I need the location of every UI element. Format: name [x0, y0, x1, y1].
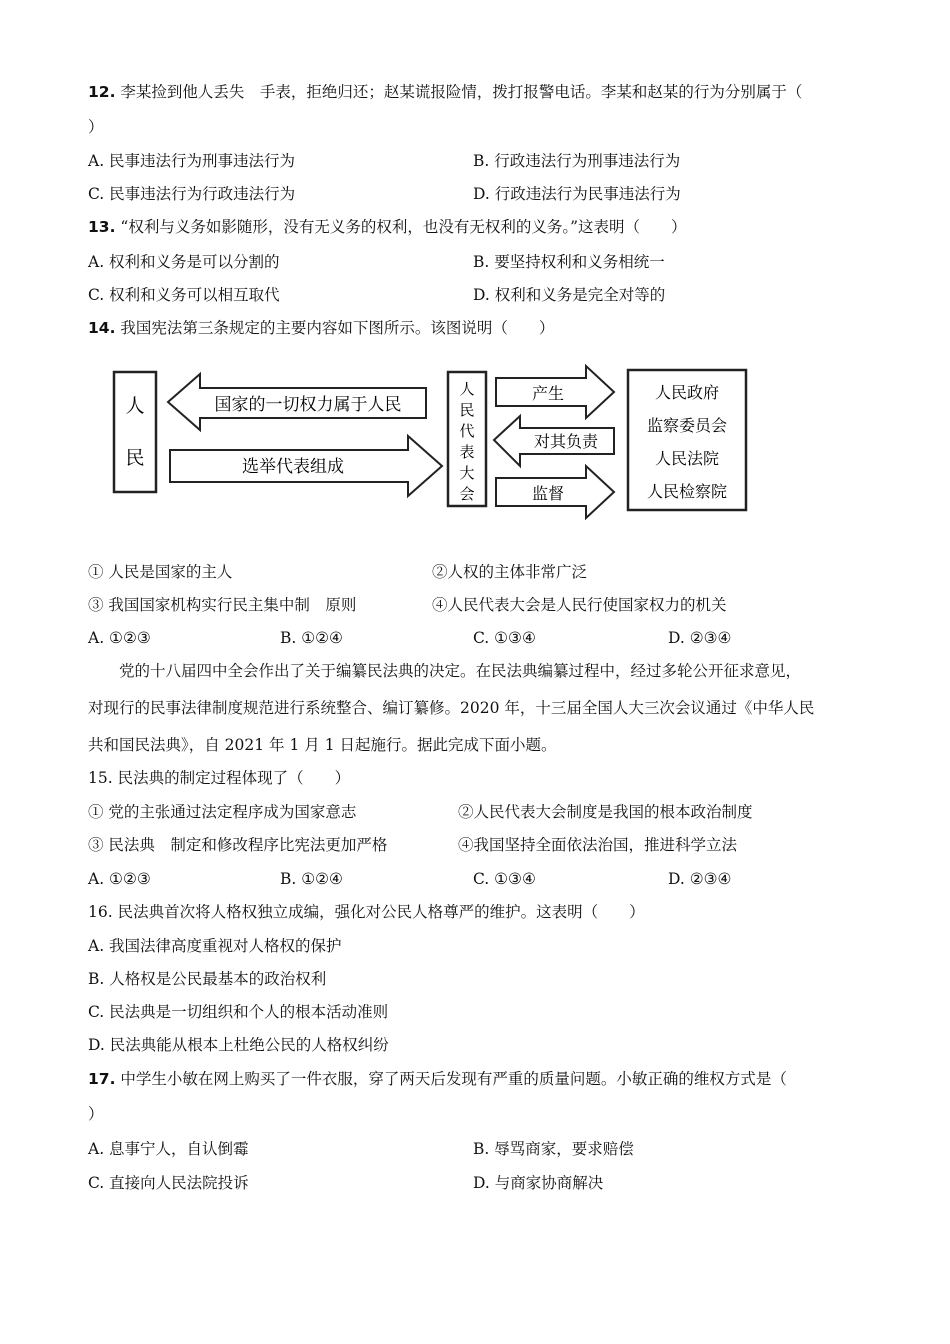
q13-option-a[interactable]: A. 权利和义务是可以分割的: [88, 253, 280, 271]
q15-statement-3: ③ 民法典 制定和修改程序比宪法更加严格: [88, 836, 388, 854]
congress-char-3: 代: [459, 422, 475, 440]
q12-stem: [88, 82, 802, 102]
q15-number: 15.: [88, 769, 113, 787]
q14-stem: [88, 318, 554, 338]
q12-option-d[interactable]: D. 行政违法行为民事违法行为: [473, 185, 681, 203]
arrow-produce-label: 产生: [531, 384, 565, 403]
q17-stem-cont: ）: [88, 1105, 104, 1123]
q16-option-b[interactable]: B. 人格权是公民最基本的政治权利: [88, 970, 327, 988]
people-char-2: 民: [125, 447, 145, 469]
organ-procuratorate: 人民检察院: [646, 482, 728, 501]
passage-line-1: 党的十八届四中全会作出了关于编纂民法典的决定。在民法典编纂过程中，经过多轮公开征求意见，: [88, 662, 802, 680]
q14-statement-3: ③ 我国国家机构实行民主集中制 原则: [88, 596, 357, 614]
people-box: [114, 372, 156, 492]
organ-court: 人民法院: [654, 449, 720, 468]
arrow-top-label: 国家的一切权力属于人民: [214, 395, 402, 415]
arrow-responsible-label: 对其负责: [533, 432, 599, 451]
q13-option-d[interactable]: D. 权利和义务是完全对等的: [473, 286, 666, 304]
q15-statement-4: ④我国坚持全面依法治国，推进科学立法: [458, 836, 738, 854]
q16-option-a[interactable]: A. 我国法律高度重视对人格权的保护: [88, 937, 342, 955]
q17-stem: [88, 1069, 787, 1089]
congress-char-2: 民: [459, 401, 475, 419]
arrow-bottom-label: 选举代表组成: [242, 457, 344, 477]
constitution-diagram: [108, 360, 758, 520]
congress-char-5: 大: [459, 464, 475, 482]
q14-stem-text: 我国宪法第三条规定的主要内容如下图所示。该图说明（ ）: [115, 319, 555, 337]
q14-option-c[interactable]: C. ①③④: [473, 629, 536, 647]
passage-line-3: 共和国民法典》，自 2021 年 1 月 1 日起施行。据此完成下面小题。: [88, 736, 557, 754]
congress-char-1: 人: [459, 380, 475, 398]
q16-stem: [88, 902, 645, 922]
q16-option-c[interactable]: C. 民法典是一切组织和个人的根本活动准则: [88, 1003, 389, 1021]
q13-stem: [88, 217, 687, 237]
q12-option-c[interactable]: C. 民事违法行为行政违法行为: [88, 185, 296, 203]
q15-statement-2: ②人民代表大会制度是我国的根本政治制度: [458, 803, 753, 821]
q13-option-c[interactable]: C. 权利和义务可以相互取代: [88, 286, 280, 304]
q17-stem-text: 中学生小敏在网上购买了一件衣服，穿了两天后发现有严重的质量问题。小敏正确的维权方式是（: [115, 1070, 787, 1088]
q15-stem-text: 民法典的制定过程体现了（ ）: [112, 769, 351, 787]
q17-number: 17.: [88, 1070, 116, 1088]
organ-government: 人民政府: [654, 383, 720, 402]
q14-number: 14.: [88, 319, 116, 337]
q14-statement-4: ④人民代表大会是人民行使国家权力的机关: [432, 596, 727, 614]
q14-statement-1: ① 人民是国家的主人: [88, 563, 233, 581]
q16-stem-text: 民法典首次将人格权独立成编，强化对公民人格尊严的维护。这表明（ ）: [112, 903, 645, 921]
passage-line-2: 对现行的民事法律制度规范进行系统整合、编订纂修。2020 年，十三届全国人大三次会议通过《中华人民: [88, 699, 815, 717]
q16-number: 16.: [88, 903, 113, 921]
arrow-supervise-label: 监督: [531, 484, 565, 503]
q13-option-b[interactable]: B. 要坚持权利和义务相统一: [473, 253, 665, 271]
q17-option-c[interactable]: C. 直接向人民法院投诉: [88, 1174, 249, 1192]
q16-option-d[interactable]: D. 民法典能从根本上杜绝公民的人格权纠纷: [88, 1036, 389, 1054]
q17-option-a[interactable]: A. 息事宁人，自认倒霉: [88, 1140, 249, 1158]
q12-stem-text: 李某捡到他人丢失 手表，拒绝归还；赵某谎报险情，拨打报警电话。李某和赵某的行为分别属于（: [115, 83, 803, 101]
congress-char-6: 会: [459, 485, 475, 503]
q14-option-b[interactable]: B. ①②④: [280, 629, 343, 647]
people-char-1: 人: [125, 395, 145, 417]
q14-option-a[interactable]: A. ①②③: [88, 629, 151, 647]
q12-stem-cont: ）: [88, 118, 104, 136]
q12-option-a[interactable]: A. 民事违法行为刑事违法行为: [88, 152, 296, 170]
q17-option-d[interactable]: D. 与商家协商解决: [473, 1174, 604, 1192]
q14-option-d[interactable]: D. ②③④: [668, 629, 732, 647]
organ-supervision-commission: 监察委员会: [646, 416, 728, 435]
q12-number: 12.: [88, 83, 116, 101]
q15-statement-1: ① 党的主张通过法定程序成为国家意志: [88, 803, 357, 821]
q15-stem: [88, 768, 350, 788]
q13-number: 13.: [88, 218, 116, 236]
q15-option-a[interactable]: A. ①②③: [88, 870, 151, 888]
q14-statement-2: ②人权的主体非常广泛: [432, 563, 588, 581]
q15-option-b[interactable]: B. ①②④: [280, 870, 343, 888]
q17-option-b[interactable]: B. 辱骂商家，要求赔偿: [473, 1140, 634, 1158]
q15-option-d[interactable]: D. ②③④: [668, 870, 732, 888]
q12-option-b[interactable]: B. 行政违法行为刑事违法行为: [473, 152, 681, 170]
q13-stem-text: “权利与义务如影随形，没有无义务的权利，也没有无权利的义务。”这表明（ ）: [115, 218, 687, 236]
q15-option-c[interactable]: C. ①③④: [473, 870, 536, 888]
congress-char-4: 表: [459, 443, 475, 461]
